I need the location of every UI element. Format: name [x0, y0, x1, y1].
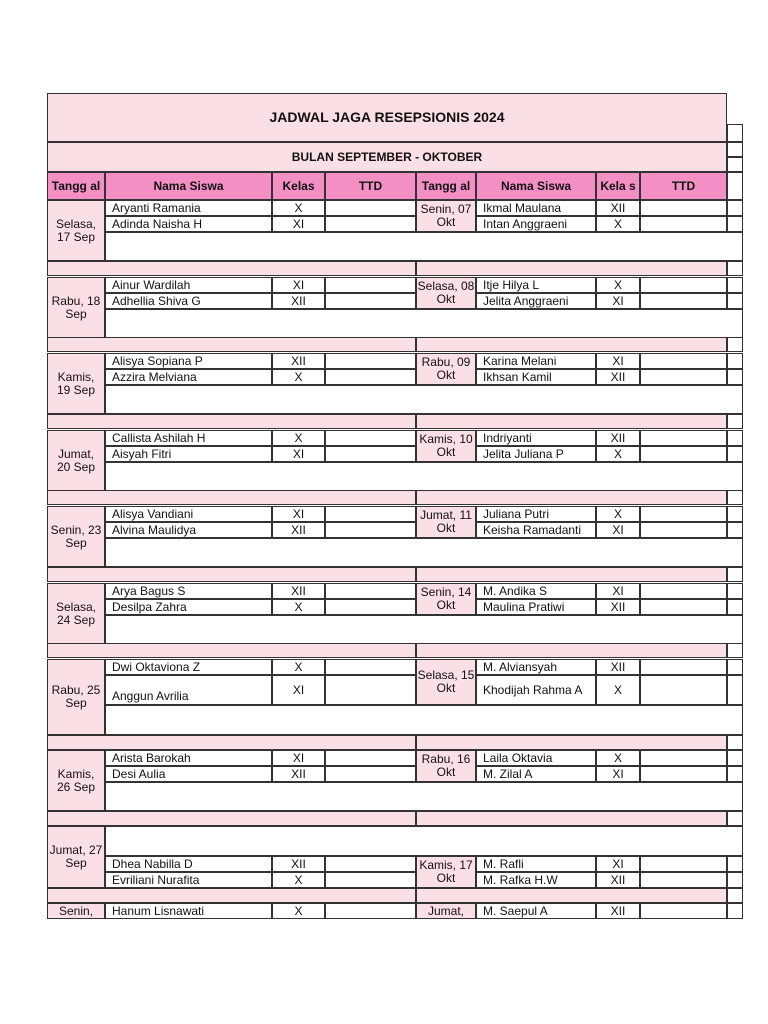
signature-cell: [640, 675, 727, 705]
date-cell: Senin, 14 Okt: [416, 583, 476, 615]
extra-cell: [727, 856, 743, 872]
student-name: Juliana Putri: [476, 506, 596, 522]
separator-row: [47, 735, 416, 750]
signature-cell: [640, 750, 727, 766]
signature-cell: [640, 659, 727, 675]
extra-cell: [727, 750, 743, 766]
signature-cell: [325, 766, 416, 782]
signature-cell: [325, 446, 416, 462]
student-kelas: XII: [596, 430, 640, 446]
student-kelas: XI: [596, 522, 640, 538]
signature-cell: [325, 599, 416, 615]
student-name: M. Rafka H.W: [476, 872, 596, 888]
student-kelas: XII: [272, 522, 325, 538]
signature-cell: [325, 200, 416, 216]
date-cell: Jumat, 20 Sep: [47, 430, 105, 491]
student-kelas: XII: [596, 369, 640, 385]
separator-row: [416, 337, 727, 352]
student-name: Itje Hilya L: [476, 277, 596, 293]
date-cell: Jumat, 11 Okt: [416, 506, 476, 538]
student-name: Anggun Avrilia: [105, 675, 272, 705]
extra-cell: [727, 522, 743, 538]
signature-cell: [640, 856, 727, 872]
student-kelas: XI: [596, 766, 640, 782]
student-name: Maulina Pratiwi: [476, 599, 596, 615]
student-name: Alisya Vandiani: [105, 506, 272, 522]
student-kelas: X: [272, 369, 325, 385]
date-cell: Rabu, 16 Okt: [416, 750, 476, 782]
signature-cell: [640, 903, 727, 919]
signature-cell: [325, 522, 416, 538]
student-name: M. Zilal A: [476, 766, 596, 782]
separator-row: [47, 811, 416, 826]
student-kelas: X: [596, 277, 640, 293]
signature-cell: [640, 506, 727, 522]
separator-row: [47, 414, 416, 429]
signature-cell: [640, 446, 727, 462]
date-cell: Rabu, 18 Sep: [47, 277, 105, 338]
student-name: Ikmal Maulana: [476, 200, 596, 216]
student-name: Dhea Nabilla D: [105, 856, 272, 872]
empty-cell: [105, 782, 743, 811]
signature-cell: [640, 872, 727, 888]
extra-cell: [727, 675, 743, 705]
date-cell: Senin,: [47, 903, 105, 919]
extra-cell: [727, 337, 743, 352]
student-name: Desilpa Zahra: [105, 599, 272, 615]
extra-cell: [727, 583, 743, 599]
student-kelas: X: [596, 446, 640, 462]
extra-cell: [727, 353, 743, 369]
signature-cell: [325, 659, 416, 675]
student-kelas: XI: [272, 675, 325, 705]
separator-row: [47, 261, 416, 276]
empty-cell: [105, 309, 743, 338]
student-name: Adinda Naisha H: [105, 216, 272, 232]
date-cell: Jumat,: [416, 903, 476, 919]
student-name: Jelita Anggraeni: [476, 293, 596, 309]
header-nama-siswa: Nama Siswa: [476, 172, 596, 200]
header-ttd: TTD: [640, 172, 727, 200]
signature-cell: [325, 903, 416, 919]
student-kelas: XII: [272, 856, 325, 872]
separator-row: [47, 337, 416, 352]
extra-cell: [727, 735, 743, 750]
date-cell: Selasa, 17 Sep: [47, 200, 105, 261]
separator-row: [47, 490, 416, 505]
signature-cell: [640, 277, 727, 293]
signature-cell: [325, 856, 416, 872]
header-kelas: Kelas: [272, 172, 325, 200]
student-name: Khodijah Rahma A: [476, 675, 596, 705]
student-name: Keisha Ramadanti: [476, 522, 596, 538]
date-cell: Kamis, 19 Sep: [47, 353, 105, 414]
student-name: Alisya Sopiana P: [105, 353, 272, 369]
header-kelas: Kela s: [596, 172, 640, 200]
student-name: Intan Anggraeni: [476, 216, 596, 232]
empty-cell: [105, 705, 743, 735]
header-tanggal: Tangg al: [47, 172, 105, 200]
date-cell: Selasa, 15 Okt: [416, 659, 476, 705]
student-kelas: X: [272, 430, 325, 446]
signature-cell: [325, 872, 416, 888]
signature-cell: [325, 583, 416, 599]
extra-cell: [727, 216, 743, 232]
signature-cell: [640, 522, 727, 538]
empty-cell: [105, 462, 743, 491]
student-kelas: XII: [272, 766, 325, 782]
signature-cell: [640, 369, 727, 385]
student-kelas: XII: [596, 599, 640, 615]
student-kelas: X: [596, 506, 640, 522]
student-kelas: XII: [596, 903, 640, 919]
signature-cell: [640, 583, 727, 599]
student-name: Ainur Wardilah: [105, 277, 272, 293]
signature-cell: [325, 506, 416, 522]
extra-cell: [727, 200, 743, 216]
extra-cell: [727, 766, 743, 782]
page-subtitle: BULAN SEPTEMBER - OKTOBER: [47, 142, 727, 172]
separator-row: [47, 567, 416, 582]
student-kelas: XII: [272, 293, 325, 309]
extra-cell: [727, 430, 743, 446]
student-name: Jelita Juliana P: [476, 446, 596, 462]
signature-cell: [325, 430, 416, 446]
student-name: Azzira Melviana: [105, 369, 272, 385]
signature-cell: [640, 353, 727, 369]
date-cell: Jumat, 27 Sep: [47, 826, 105, 888]
extra-cell: [727, 172, 743, 200]
separator-row: [47, 888, 416, 903]
separator-row: [416, 261, 727, 276]
student-name: Ikhsan Kamil: [476, 369, 596, 385]
student-kelas: XII: [272, 583, 325, 599]
empty-cell: [105, 615, 743, 644]
signature-cell: [325, 750, 416, 766]
student-name: M. Andika S: [476, 583, 596, 599]
signature-cell: [640, 200, 727, 216]
student-name: Adhellia Shiva G: [105, 293, 272, 309]
extra-cell: [727, 369, 743, 385]
extra-cell: [727, 142, 743, 157]
student-kelas: XI: [596, 583, 640, 599]
signature-cell: [325, 216, 416, 232]
signature-cell: [325, 293, 416, 309]
empty-cell: [105, 538, 743, 567]
student-name: Dwi Oktaviona Z: [105, 659, 272, 675]
student-name: Alvina Maulidya: [105, 522, 272, 538]
date-cell: Kamis, 17 Okt: [416, 856, 476, 888]
student-kelas: XI: [272, 446, 325, 462]
header-nama-siswa: Nama Siswa: [105, 172, 272, 200]
header-ttd: TTD: [325, 172, 416, 200]
student-name: Evriliani Nurafita: [105, 872, 272, 888]
date-cell: Rabu, 09 Okt: [416, 353, 476, 385]
student-name: Callista Ashilah H: [105, 430, 272, 446]
student-name: Aisyah Fitri: [105, 446, 272, 462]
header-tanggal: Tangg al: [416, 172, 476, 200]
extra-cell: [727, 446, 743, 462]
separator-row: [416, 567, 727, 582]
student-kelas: XI: [272, 277, 325, 293]
separator-row: [47, 643, 416, 658]
extra-cell: [727, 599, 743, 615]
separator-row: [416, 414, 727, 429]
student-kelas: X: [272, 903, 325, 919]
signature-cell: [325, 675, 416, 705]
student-kelas: X: [272, 872, 325, 888]
empty-cell: [105, 826, 743, 856]
student-kelas: XI: [272, 506, 325, 522]
extra-cell: [727, 506, 743, 522]
student-kelas: XII: [596, 200, 640, 216]
signature-cell: [325, 369, 416, 385]
student-name: Aryanti Ramania: [105, 200, 272, 216]
extra-cell: [727, 490, 743, 505]
signature-cell: [640, 293, 727, 309]
empty-cell: [105, 385, 743, 414]
student-kelas: X: [272, 659, 325, 675]
student-kelas: X: [272, 599, 325, 615]
student-name: M. Alviansyah: [476, 659, 596, 675]
student-kelas: X: [272, 200, 325, 216]
student-name: Indriyanti: [476, 430, 596, 446]
student-kelas: X: [596, 216, 640, 232]
student-kelas: XI: [272, 750, 325, 766]
extra-cell: [727, 567, 743, 582]
student-name: Desi Aulia: [105, 766, 272, 782]
extra-cell: [727, 888, 743, 903]
extra-cell: [727, 157, 743, 172]
extra-cell: [727, 414, 743, 429]
extra-cell: [727, 124, 743, 142]
signature-cell: [640, 599, 727, 615]
student-kelas: XI: [596, 856, 640, 872]
date-cell: Rabu, 25 Sep: [47, 659, 105, 735]
student-kelas: X: [596, 675, 640, 705]
date-cell: Selasa, 08 Okt: [416, 277, 476, 309]
signature-cell: [640, 216, 727, 232]
student-kelas: XII: [272, 353, 325, 369]
student-name: Arista Barokah: [105, 750, 272, 766]
extra-cell: [727, 872, 743, 888]
separator-row: [416, 643, 727, 658]
page-title: JADWAL JAGA RESEPSIONIS 2024: [47, 93, 727, 142]
student-kelas: XII: [596, 659, 640, 675]
extra-cell: [727, 659, 743, 675]
separator-row: [416, 811, 727, 826]
extra-cell: [727, 261, 743, 276]
student-name: M. Saepul A: [476, 903, 596, 919]
student-kelas: X: [596, 750, 640, 766]
date-cell: Kamis, 10 Okt: [416, 430, 476, 462]
signature-cell: [640, 766, 727, 782]
date-cell: Kamis, 26 Sep: [47, 750, 105, 811]
extra-cell: [727, 811, 743, 826]
student-kelas: XI: [272, 216, 325, 232]
student-name: Laila Oktavia: [476, 750, 596, 766]
date-cell: Selasa, 24 Sep: [47, 583, 105, 644]
extra-cell: [727, 277, 743, 293]
signature-cell: [325, 277, 416, 293]
student-name: Arya Bagus S: [105, 583, 272, 599]
student-kelas: XI: [596, 353, 640, 369]
separator-row: [416, 735, 727, 750]
student-name: M. Rafli: [476, 856, 596, 872]
separator-row: [416, 490, 727, 505]
extra-cell: [727, 903, 743, 919]
student-kelas: XI: [596, 293, 640, 309]
empty-cell: [105, 232, 743, 261]
student-name: Hanum Lisnawati: [105, 903, 272, 919]
extra-cell: [727, 293, 743, 309]
extra-cell: [727, 643, 743, 658]
date-cell: Senin, 07 Okt: [416, 200, 476, 232]
student-kelas: XII: [596, 872, 640, 888]
signature-cell: [640, 430, 727, 446]
separator-row: [416, 888, 727, 903]
student-name: Karina Melani: [476, 353, 596, 369]
date-cell: Senin, 23 Sep: [47, 506, 105, 567]
signature-cell: [325, 353, 416, 369]
